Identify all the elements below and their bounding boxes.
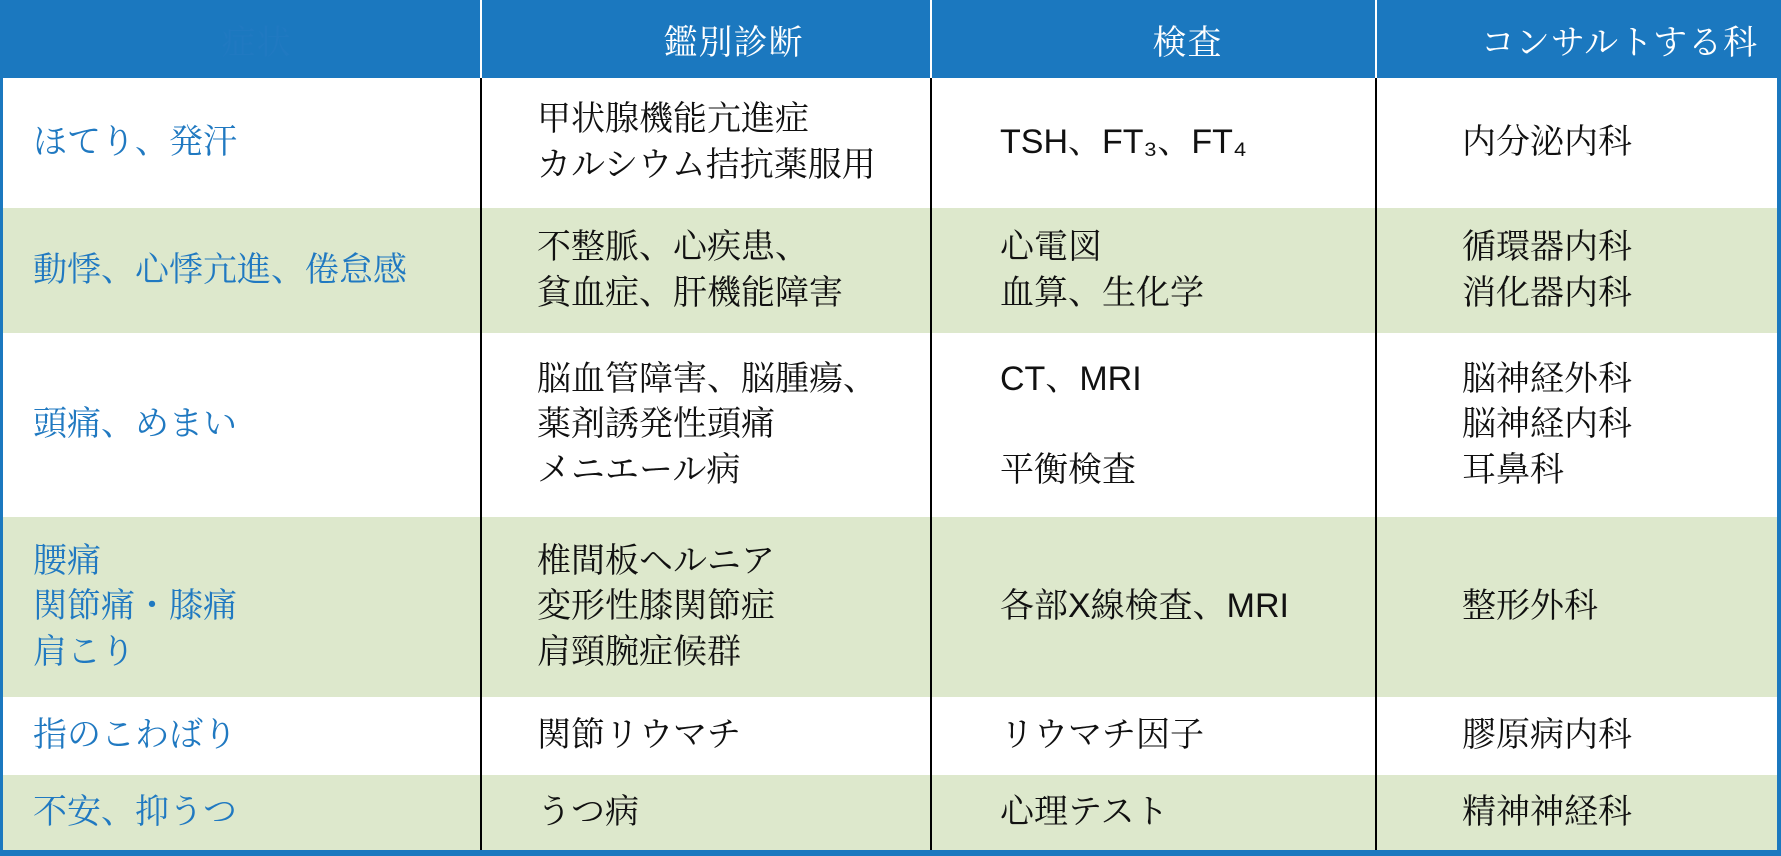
cell-diagnosis: 脳血管障害、脳腫瘍、 薬剤誘発性頭痛 メニエール病 xyxy=(480,333,930,517)
cell-consult: 精神神経科 xyxy=(1375,775,1777,850)
column-header-consulting-department: コンサルトする科 xyxy=(1375,0,1777,78)
cell-consult: 膠原病内科 xyxy=(1375,697,1777,775)
cell-diagnosis: 甲状腺機能亢進症 カルシウム拮抗薬服用 xyxy=(480,78,930,208)
cell-symptom: 指のこわばり xyxy=(33,716,237,755)
cell-diagnosis: 椎間板ヘルニア 変形性膝関節症 肩頸腕症候群 xyxy=(480,517,930,697)
table-row xyxy=(3,697,1777,775)
table-row xyxy=(3,78,1777,208)
cell-symptom: 頭痛、めまい xyxy=(33,405,237,444)
cell-tests: CT、MRI 平衡検査 xyxy=(930,333,1375,517)
cell-consult: 整形外科 xyxy=(1375,517,1777,697)
cell-tests: 各部X線検査、MRI xyxy=(930,517,1375,697)
cell-consult: 循環器内科 消化器内科 xyxy=(1375,208,1777,333)
column-header-tests: 検査 xyxy=(930,0,1375,78)
table-row xyxy=(3,517,1777,697)
cell-tests: TSH、FT₃、FT₄ xyxy=(930,78,1375,208)
cell-symptom: 動悸、心悸亢進、倦怠感 xyxy=(33,250,407,289)
column-header-symptoms: 症状 xyxy=(221,23,292,62)
cell-tests: 心理テスト xyxy=(930,775,1375,850)
cell-tests: リウマチ因子 xyxy=(930,697,1375,775)
cell-symptom: 腰痛 関節痛・膝痛 肩こり xyxy=(33,541,237,671)
cell-diagnosis: 関節リウマチ xyxy=(480,697,930,775)
table-row xyxy=(3,775,1777,850)
table-row xyxy=(3,208,1777,333)
cell-tests: 心電図 血算、生化学 xyxy=(930,208,1375,333)
cell-diagnosis: 不整脈、心疾患、 貧血症、肝機能障害 xyxy=(480,208,930,333)
cell-consult: 脳神経外科 脳神経内科 耳鼻科 xyxy=(1375,333,1777,517)
table-header-row xyxy=(3,0,1777,78)
cell-symptom: ほてり、発汗 xyxy=(33,123,237,162)
table-row xyxy=(3,333,1777,517)
cell-consult: 内分泌内科 xyxy=(1375,78,1777,208)
column-header-differential-diagnosis: 鑑別診断 xyxy=(480,0,930,78)
cell-symptom: 不安、抑うつ xyxy=(33,792,237,831)
cell-diagnosis: うつ病 xyxy=(480,775,930,850)
